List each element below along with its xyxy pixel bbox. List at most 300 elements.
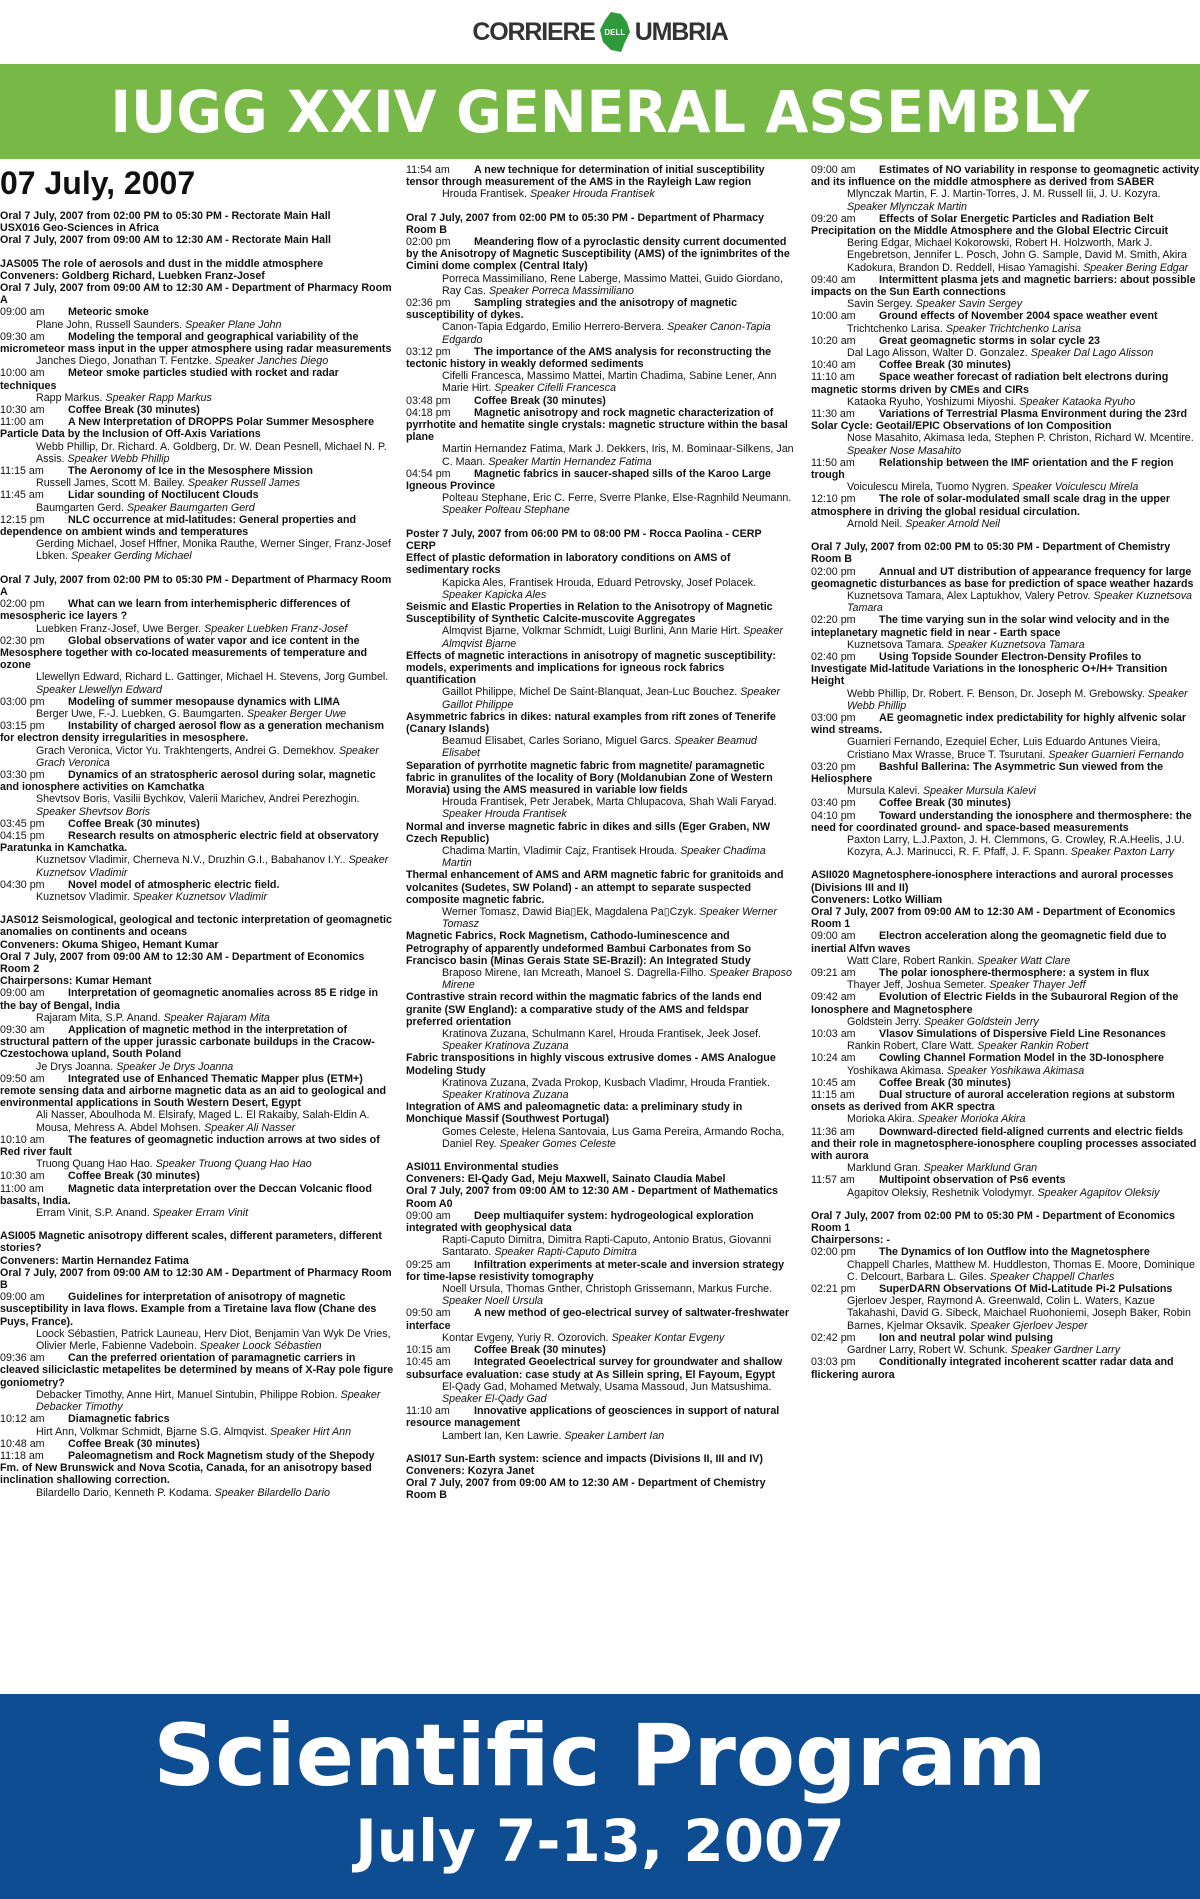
talk-title: The features of geomagnetic induction arrows at two sides of Red river fault (0, 1133, 380, 1159)
author-list: Janches Diego, Jonathan T. Fentzke. (36, 355, 212, 368)
talk-entry (0, 598, 395, 622)
talk-title: AE geomagnetic index predictability for highly alfvenic solar wind streams. (811, 711, 1187, 737)
speaker-name: Speaker Watt Clare (977, 954, 1071, 967)
talk-title: Coffee Break (30 minutes) (68, 817, 200, 830)
talk-time: 02:42 pm (811, 1331, 856, 1344)
talk-authors (811, 785, 1200, 797)
session-header: Oral 7 July, 2007 from 09:00 AM to 12:30 AM - Department of Pharmacy Room A (0, 282, 392, 307)
author-list: Chadima Martin, Vladimir Cajz, Frantisek Hrouda. (442, 844, 678, 857)
speaker-name: Speaker Rapp Markus (105, 391, 212, 404)
session-header: Conveners: El-Qady Gad, Meju Maxwell, Sainato Claudia Mabel (406, 1173, 726, 1186)
session-header: Oral 7 July, 2007 from 09:00 AM to 12:30 AM - Department of Pharmacy Room B (0, 1266, 392, 1292)
talk-entry (0, 1450, 395, 1487)
talk-entry (0, 1024, 395, 1061)
talk-time: 09:00 am (0, 1291, 45, 1304)
author-list: Truong Quang Hao Hao. (36, 1158, 153, 1171)
speaker-name: Speaker Arnold Neil (905, 517, 1000, 530)
talk-title: Novel model of atmospheric electric field. (68, 878, 280, 891)
speaker-name: Speaker Trichtchenko Larisa (945, 322, 1082, 335)
talk-title: What can we learn from interhemispheric differences of mesospheric ice layers ? (0, 598, 351, 623)
talk-time: 02:21 pm (811, 1283, 856, 1296)
author-list: Morioka Akira. (847, 1113, 915, 1126)
session-header: Oral 7 July, 2007 from 09:00 AM to 12:30 AM - Department of Mathematics Room A0 (406, 1185, 778, 1210)
speaker-name: Speaker Kataoka Ryuho (1019, 395, 1136, 408)
talk-entry (811, 1174, 1200, 1186)
author-list: Ali Nasser, Aboulhoda M. Elsirafy, Maged L. El Rakaiby, Salah-Eldin A. Mousa, Mehress A. Abdel Mohsen. (36, 1109, 370, 1134)
talk-time: 11:50 am (811, 456, 855, 469)
talk-authors (0, 671, 395, 695)
author-list: Webb Phillip, Dr. Richard. A. Goldberg, Dr. W. Dean Pesnell, Michael N. P. Assis. (36, 440, 387, 465)
talk-time: 12:15 pm (0, 513, 45, 526)
talk-title: Magnetic data interpretation over the Deccan Volcanic flood basalts, India. (0, 1182, 372, 1207)
author-list: Thayer Jeff, Joshua Semeter. (847, 979, 987, 992)
talk-title: Modeling the temporal and geographical variability of the micrometeor mass input in the upper atmosphere using radar measurements (0, 330, 392, 356)
talk-entry (0, 367, 395, 391)
talk-time: 03:15 pm (0, 720, 45, 733)
talk-title: Contrastive strain record within the magmatic fabrics of the lands end granite (SW England): a comparative study of the AMS and feldspar preferred orientation (406, 991, 762, 1028)
footer-banner (0, 1694, 1200, 1899)
talk-authors (406, 1332, 794, 1344)
talk-time: 04:30 pm (0, 878, 45, 891)
talk-time: 09:20 am (811, 212, 856, 225)
speaker-name: Speaker Kuznetsova Tamara (847, 589, 1192, 615)
author-list: Gjerloev Jesper, Raymond A. Greenwald, Colin L. Waters, Kazue Takahashi, David G. Sibeck, Maichael Ruohoniemi, Joseph Baker, Robin Barnes, Kjelmar Oksavik. (847, 1295, 1191, 1332)
banner-title: IUGG XXIV GENERAL ASSEMBLY (110, 77, 1090, 146)
talk-time: 10:24 am (811, 1052, 856, 1065)
session-block (0, 1230, 395, 1498)
session-block (0, 574, 395, 903)
author-list: Plane John, Russell Saunders. (36, 318, 183, 331)
talk-time: 10:45 am (406, 1356, 451, 1369)
talk-authors (811, 432, 1200, 456)
talk-title: Global observations of water vapor and ice content in the Mesosphere together with co-located measurements of temperature and ozone (0, 634, 368, 672)
talk-entry (0, 879, 395, 891)
talk-title: Evolution of Electric Fields in the Subauroral Region of the Ionosphere and Magnetosphere (811, 991, 1179, 1016)
session-block (811, 541, 1200, 858)
speaker-name: Speaker Beamud Elisabet (442, 735, 757, 760)
author-list: Yoshikawa Akimasa. (847, 1064, 945, 1077)
talk-authors (406, 1126, 794, 1150)
speaker-name: Speaker Chadima Martin (442, 844, 766, 870)
talk-entry (406, 395, 794, 407)
talk-authors (406, 735, 794, 759)
talk-title: Thermal enhancement of AMS and ARM magnetic fabric for granitoids and volcanites (Sudetes, SW Poland) - an attempt to separate suspected composite magnetic fabric. (406, 869, 784, 906)
speaker-name: Speaker Guarnieri Fernando (1048, 748, 1184, 761)
talk-time: 10:15 am (406, 1344, 451, 1357)
talk-entry (811, 359, 1200, 371)
author-list: Je Drys Joanna. (36, 1060, 114, 1073)
talk-time: 10:48 am (0, 1437, 45, 1450)
session-header: Oral 7 July, 2007 from 02:00 PM to 05:30 PM - Department of Pharmacy Room B (406, 211, 764, 236)
talk-entry (811, 1246, 1200, 1258)
author-list: Porreca Massimiliano, Rene Laberge, Massimo Mattei, Guido Giordano, Ray Cas. (442, 272, 783, 297)
talk-authors (811, 1344, 1200, 1356)
session-block (406, 212, 794, 517)
talk-title: Magnetic Fabrics, Rock Magnetism, Cathodo-luminescence and Petrography of apparently undeformed Bambui Carbonates from So Francisco basin (Minas Gerais State SE-Brazil): An Integrated Study (406, 930, 752, 967)
talk-authors (406, 443, 794, 467)
author-list: Chappell Charles, Matthew M. Huddleston, Thomas E. Moore, Dominique C. Delcourt, Barbara L. Giles. (847, 1258, 1195, 1283)
talk-entry (0, 987, 395, 1011)
speaker-name: Speaker Paxton Larry (1070, 846, 1175, 859)
talk-title: Diamagnetic fabrics (68, 1413, 170, 1426)
author-list: Debacker Timothy, Anne Hirt, Manuel Sintubin, Philippe Robion. (36, 1388, 338, 1401)
talk-authors (811, 237, 1200, 274)
session-block (811, 869, 1200, 1198)
author-list: Baumgarten Gerd. (36, 501, 124, 514)
talk-authors (406, 492, 794, 516)
speaker-name: Speaker Chappell Charles (989, 1270, 1115, 1283)
program-columns (0, 164, 1200, 1694)
talk-title: Effects of magnetic interactions in anisotropy of magnetic susceptibility: models, experiments and implications for igneous rock fabrics quantification (406, 649, 776, 687)
talk-entry (0, 1170, 395, 1182)
talk-time: 02:36 pm (406, 297, 451, 310)
talk-time: 11:00 am (0, 1182, 44, 1195)
talk-title: The time varying sun in the solar wind velocity and in the inteplanetary magnetic field in near - Earth space (811, 614, 1170, 639)
talk-entry (811, 1356, 1200, 1380)
talk-time: 11:45 am (0, 489, 44, 502)
talk-title: Interpretation of geomagnetic anomalies across 85 E ridge in the bay of Bengal, India (0, 987, 379, 1012)
talk-time: 11:10 am (406, 1405, 450, 1418)
author-list: Polteau Stephane, Eric C. Ferre, Sverre Planke, Else-Ragnhild Neumann. (442, 492, 792, 505)
talk-entry (406, 407, 794, 444)
author-list: Berger Uwe, F.-J. Luebken, G. Baumgarten. (36, 707, 244, 720)
talk-title: Ground effects of November 2004 space weather event (879, 310, 1158, 323)
talk-entry (406, 711, 794, 735)
talk-entry (811, 1077, 1200, 1089)
masthead (0, 0, 1200, 64)
talk-time: 10:03 am (811, 1028, 856, 1041)
talk-title: Coffee Break (30 minutes) (68, 1170, 200, 1183)
talk-time: 10:40 am (811, 359, 856, 372)
talk-title: The Dynamics of Ion Outflow into the Magnetosphere (879, 1246, 1150, 1259)
talk-entry (811, 810, 1200, 834)
talk-authors (0, 1207, 395, 1219)
talk-time: 10:00 am (0, 367, 45, 380)
logo-text-middle: DELL (604, 27, 626, 37)
program-date: 07 July, 2007 (0, 165, 196, 201)
talk-entry (811, 1126, 1200, 1163)
session-header: Conveners: Okuma Shigeo, Hemant Kumar (0, 938, 219, 951)
author-list: Erram Vinit, S.P. Anand. (36, 1207, 150, 1220)
talk-time: 09:00 am (811, 164, 856, 176)
talk-entry (406, 297, 794, 321)
talk-authors (811, 688, 1200, 712)
author-list: Bering Edgar, Michael Kokorowski, Robert H. Holzworth, Mark J. Engebretson, Jennifer L. Posch, John G. Sample, David M. Smith, Akira Kadokura, Brandon D. Reddell, Hisao Yamagishi. (847, 237, 1187, 274)
talk-title: Fabric transpositions in highly viscous extrusive domes - AMS Analogue Modeling Study (406, 1052, 776, 1077)
talk-authors (0, 392, 395, 404)
speaker-name: Speaker Rajaram Mita (163, 1011, 270, 1024)
author-list: Marklund Gran. (847, 1162, 921, 1175)
talk-time: 10:30 am (0, 1170, 45, 1183)
talk-time: 03:48 pm (406, 394, 451, 407)
author-list: Grach Veronica, Victor Yu. Trakhtengerts, Andrei G. Demekhov. (36, 744, 336, 757)
talk-time: 09:00 am (406, 1209, 451, 1222)
author-list: Beamud Elisabet, Carles Soriano, Miguel Garcs. (442, 735, 672, 748)
talk-time: 09:40 am (811, 273, 856, 286)
author-list: Kontar Evgeny, Yuriy R. Ozorovich. (442, 1331, 609, 1344)
talk-title: Coffee Break (30 minutes) (68, 1437, 200, 1450)
session-header: ASI017 Sun-Earth system: science and impacts (Divisions II, III and IV) (406, 1452, 763, 1465)
talk-time: 10:10 am (0, 1133, 45, 1146)
talk-time: 03:00 pm (811, 711, 856, 724)
speaker-name: Speaker Kontar Evgeny (611, 1331, 725, 1344)
talk-authors (0, 538, 395, 562)
speaker-name: Speaker Hrouda Frantisek (442, 808, 567, 821)
talk-entry (811, 1089, 1200, 1113)
author-list: Gomes Celeste, Helena Santovaia, Lus Gama Pereira, Armando Rocha, Daniel Rey. (442, 1125, 785, 1150)
talk-title: Guidelines for interpretation of anisotropy of magnetic susceptibility in lava flows. Example from a Tiretaine lava flow (Chane des Puys, France). (0, 1291, 377, 1328)
speaker-name: Speaker Baumgarten Gerd (126, 501, 255, 514)
talk-title: Coffee Break (30 minutes) (879, 359, 1011, 372)
logo-text-left: CORRIERE (472, 17, 595, 46)
talk-authors (406, 370, 794, 394)
talk-time: 09:36 am (0, 1352, 45, 1365)
talk-time: 10:30 am (0, 404, 45, 417)
talk-authors (406, 967, 794, 991)
talk-title: Toward understanding the ionosphere and thermosphere: the need for coordinated ground- and space-based measurements (811, 809, 1192, 834)
umbria-map-icon (597, 10, 633, 54)
talk-authors (811, 955, 1200, 967)
speaker-name: Speaker Llewellyn Edward (36, 683, 162, 696)
author-list: Mursula Kalevi. (847, 785, 921, 798)
talk-entry (811, 335, 1200, 347)
talk-entry (811, 1052, 1200, 1064)
speaker-name: Speaker Agapitov Oleksiy (1037, 1186, 1160, 1199)
talk-time: 09:21 am (811, 967, 856, 979)
talk-title: Coffee Break (30 minutes) (879, 797, 1011, 810)
talk-entry (811, 1028, 1200, 1040)
talk-authors (406, 273, 794, 297)
talk-authors (0, 854, 395, 878)
author-list: Kratinova Zuzana, Zvada Prokop, Kusbach Vladimr, Hrouda Frantiek. (442, 1076, 770, 1089)
speaker-name: Speaker Gerding Michael (71, 550, 192, 563)
footer-dates: July 7-13, 2007 (355, 1807, 845, 1875)
speaker-name: Speaker Kapicka Ales (442, 588, 547, 601)
talk-title: Multipoint observation of Ps6 events (879, 1174, 1066, 1187)
talk-entry (0, 720, 395, 744)
talk-time: 11:57 am (811, 1174, 855, 1187)
session-header: ASI011 Environmental studies (406, 1161, 559, 1174)
author-list: Hrouda Frantisek. (442, 188, 527, 201)
talk-time: 02:20 pm (811, 614, 856, 627)
talk-entry (811, 371, 1200, 395)
talk-title: Innovative applications of geosciences in support of natural resource management (406, 1405, 780, 1430)
session-header: JAS005 The role of aerosols and dust in the middle atmosphere (0, 257, 324, 270)
talk-title: The Aeronomy of Ice in the Mesosphere Mission (68, 465, 313, 478)
speaker-name: Speaker Loock Sébastien (199, 1340, 322, 1353)
talk-authors (0, 1426, 395, 1438)
talk-authors (0, 355, 395, 367)
session-block (406, 1453, 794, 1502)
talk-entry (0, 306, 395, 318)
speaker-name: Speaker Polteau Stephane (442, 504, 570, 517)
talk-authors (811, 1259, 1200, 1283)
talk-title: Integrated use of Enhanced Thematic Mapper plus (ETM+) remote sensing data and airborne magnetic data as an aid to geological and environmental applications in South Western Desert, Egypt (0, 1072, 387, 1110)
talk-entry (0, 465, 395, 477)
speaker-name: Speaker Rapti-Caputo Dimitra (494, 1246, 637, 1259)
talk-authors (811, 1040, 1200, 1052)
talk-time: 09:00 am (811, 930, 856, 943)
talk-title: Coffee Break (30 minutes) (474, 1344, 606, 1357)
speaker-name: Speaker Kuznetsova Tamara (947, 638, 1085, 651)
speaker-name: Speaker Noell Ursula (442, 1295, 543, 1308)
talk-title: Using Topside Sounder Electron-Density Profiles to Investigate Mid-latitude Variations in the Ionospheric O+/H+ Transition Height (811, 650, 1168, 688)
speaker-name: Speaker Marklund Gran (923, 1162, 1038, 1175)
talk-authors (406, 1283, 794, 1307)
speaker-name: Speaker Gaillot Philippe (442, 686, 781, 711)
author-list: Dal Lago Alisson, Walter D. Gonzalez. (847, 347, 1028, 360)
author-list: Martin Hernandez Fatima, Mark J. Dekkers, Iris, M. Bominaar-Silkens, Jan C. Maan. (442, 443, 794, 468)
session-block (406, 1161, 794, 1442)
session-header: Oral 7 July, 2007 from 02:00 PM to 05:30 PM - Department of Pharmacy Room A (0, 573, 392, 598)
talk-title: Separation of pyrrhotite magnetic fabric from magnetite/ paramagnetic fabric in granulites of the locality of Bory (Moldanubian Zone of Western Moravia) using the AMS measured in variable low fields (406, 759, 773, 796)
author-list: Hirt Ann, Volkmar Schmidt, Bjarne S.G. Almqvist. (36, 1425, 268, 1438)
talk-entry (0, 696, 395, 708)
talk-entry (811, 164, 1200, 188)
session-block (811, 1210, 1200, 1381)
speaker-name: Speaker Martin Hernandez Fatima (488, 455, 652, 468)
author-list: Cifelli Francesca, Massimo Mattei, Martin Chadima, Sabine Lener, Ann Marie Hirt. (442, 370, 777, 395)
talk-authors (406, 796, 794, 820)
talk-title: Dual structure of auroral acceleration regions at substorm onsets as derived from AKR spectra (811, 1089, 1175, 1114)
session-header: Conveners: Martin Hernandez Fatima (0, 1254, 189, 1267)
talk-title: SuperDARN Observations Of Mid-Latitude Pi-2 Pulsations (879, 1283, 1173, 1296)
talk-authors (406, 845, 794, 869)
talk-authors (0, 1012, 395, 1024)
session-header: Conveners: Goldberg Richard, Luebken Franz-Josef (0, 269, 265, 282)
session-block (0, 914, 395, 1219)
talk-time: 09:30 am (0, 1024, 45, 1036)
talk-authors (811, 1016, 1200, 1028)
logo-text-right: UMBRIA (634, 17, 728, 46)
author-list: Shevtsov Boris, Vasilii Bychkov, Valerii Marichev, Andrei Perezhogin. (36, 793, 360, 806)
talk-title: NLC occurrence at mid-latitudes: General properties and dependence on ambient winds and temperatures (0, 513, 357, 539)
talk-entry (406, 930, 794, 967)
talk-entry (406, 468, 794, 492)
speaker-name: Speaker Russell James (187, 477, 301, 490)
speaker-name: Speaker Morioka Akira (917, 1113, 1026, 1126)
author-list: Rankin Robert, Clare Watt. (847, 1040, 975, 1053)
talk-entry (811, 310, 1200, 322)
talk-authors (0, 477, 395, 489)
speaker-name: Speaker Gjerloev Jesper (969, 1319, 1088, 1332)
talk-authors (0, 1158, 395, 1170)
talk-title: Meteoric smoke (68, 306, 149, 319)
talk-entry (406, 346, 794, 370)
speaker-name: Speaker Grach Veronica (36, 744, 379, 769)
column-1 (0, 164, 395, 1694)
talk-time: 03:40 pm (811, 797, 856, 810)
author-list: Mlynczak Martin, F. J. Martin-Torres, J. M. Russell Iii, J. U. Kozyra. (847, 188, 1161, 201)
talk-entry (811, 930, 1200, 954)
talk-title: Annual and UT distribution of appearance frequency for large geomagnetic disturbances as base for prediction of space weather hazards (811, 565, 1194, 590)
talk-authors (406, 1381, 794, 1405)
talk-time: 11:00 am (0, 416, 44, 429)
talk-title: Bashful Ballerina: The Asymmetric Sun viewed from the Heliosphere (811, 760, 1164, 785)
talk-title: Meandering flow of a pyroclastic density current documented by the Anisotropy of Magnetic Susceptibility (AMS) of the ignimbrites of the Cimini dome complex (Central Italy) (406, 236, 790, 273)
talk-authors (811, 298, 1200, 310)
author-list: Rapti-Caputo Dimitra, Dimitra Rapti-Caputo, Antonio Bratus, Giovanni Santarato. (442, 1234, 772, 1259)
author-list: Nose Masahito, Akimasa Ieda, Stephen P. Christon, Richard W. Mcentire. (847, 432, 1194, 445)
speaker-name: Speaker Debacker Timothy (36, 1388, 381, 1414)
author-list: Russell James, Scott M. Bailey. (36, 477, 185, 490)
talk-time: 03:12 pm (406, 345, 451, 358)
speaker-name: Speaker Voiculescu Mirela (1012, 481, 1139, 494)
talk-entry (406, 1052, 794, 1076)
talk-time: 09:00 am (0, 306, 45, 319)
talk-time: 09:25 am (406, 1258, 451, 1271)
talk-title: Vlasov Simulations of Dispersive Field Line Resonances (879, 1028, 1166, 1041)
speaker-name: Speaker Werner Tomasz (442, 905, 777, 931)
talk-entry (811, 967, 1200, 979)
talk-time: 11:54 am (406, 164, 450, 176)
talk-time: 02:00 pm (0, 598, 45, 611)
speaker-name: Speaker Kratinova Zuzana (442, 1040, 569, 1053)
talk-time: 11:10 am (811, 371, 855, 384)
author-list: Hrouda Frantisek, Petr Jerabek, Marta Chlupacova, Shah Wali Faryad. (442, 796, 777, 809)
talk-time: 12:10 pm (811, 493, 856, 506)
talk-time: 03:03 pm (811, 1356, 856, 1369)
author-list: Bilardello Dario, Kenneth P. Kodama. (36, 1486, 212, 1499)
talk-authors (0, 1061, 395, 1073)
speaker-name: Speaker Erram Vinit (152, 1207, 249, 1220)
talk-authors (811, 736, 1200, 760)
talk-time: 10:45 am (811, 1076, 856, 1089)
speaker-name: Speaker Gardner Larry (1010, 1344, 1121, 1357)
speaker-name: Speaker Luebken Franz-Josef (204, 622, 348, 635)
talk-title: Electron acceleration along the geomagnetic field due to inertial Alfvn waves (811, 930, 1167, 955)
session-header: Oral 7 July, 2007 from 09:00 AM to 12:30 AM - Rectorate Main Hall (0, 234, 332, 247)
speaker-name: Speaker Kratinova Zuzana (442, 1089, 569, 1102)
talk-entry (0, 416, 395, 440)
talk-entry (0, 769, 395, 793)
talk-authors (811, 834, 1200, 858)
talk-time: 02:00 pm (811, 1246, 856, 1259)
talk-entry (0, 1352, 395, 1389)
speaker-name: Speaker Janches Diego (214, 355, 329, 368)
speaker-name: Speaker Mursula Kalevi (923, 785, 1036, 798)
talk-title: Meteor smoke particles studied with rocket and radar techniques (0, 367, 339, 392)
speaker-name: Speaker Braposo Mirene (442, 967, 792, 992)
session-block (0, 258, 395, 563)
talk-authors (811, 979, 1200, 991)
talk-authors (811, 347, 1200, 359)
speaker-name: Speaker Thayer Jeff (989, 979, 1086, 992)
talk-authors (406, 906, 794, 930)
author-list: Voiculescu Mirela, Tuomo Nygren. (847, 481, 1010, 494)
session-header: Oral 7 July, 2007 from 02:00 PM to 05:30 PM - Department of Economics Room 1 (811, 1209, 1175, 1235)
talk-entry (406, 991, 794, 1028)
session-header: Poster 7 July, 2007 from 06:00 PM to 08:00 PM - Rocca Paolina - CERP CERP (406, 527, 762, 552)
speaker-name: Speaker Berger Uwe (246, 707, 347, 720)
talk-authors (406, 321, 794, 345)
author-list: Almqvist Bjarne, Volkmar Schmidt, Luigi Burlini, Ann Marie Hirt. (442, 625, 741, 638)
talk-title: Intermittent plasma jets and magnetic barriers: about possible impacts on the Sun Earth connections (811, 273, 1196, 299)
talk-authors (406, 686, 794, 710)
talk-authors (0, 1109, 395, 1133)
speaker-name: Speaker El-Qady Gad (442, 1392, 547, 1405)
author-list: Arnold Neil. (847, 517, 903, 530)
speaker-name: Speaker Plane John (185, 318, 282, 331)
talk-authors (406, 625, 794, 649)
speaker-name: Speaker Goldstein Jerry (924, 1015, 1039, 1028)
talk-authors (406, 1077, 794, 1101)
session-header: ASII020 Magnetosphere-ionosphere interactions and auroral processes (Divisions III and II) (811, 869, 1174, 894)
talk-title: The role of solar-modulated small scale drag in the upper atmosphere in driving the global residual circulation. (811, 493, 1170, 518)
talk-entry (406, 1210, 794, 1234)
talk-time: 04:54 pm (406, 467, 451, 480)
author-list: Noell Ursula, Thomas Gnther, Christoph Grissemann, Markus Furche. (442, 1283, 773, 1296)
